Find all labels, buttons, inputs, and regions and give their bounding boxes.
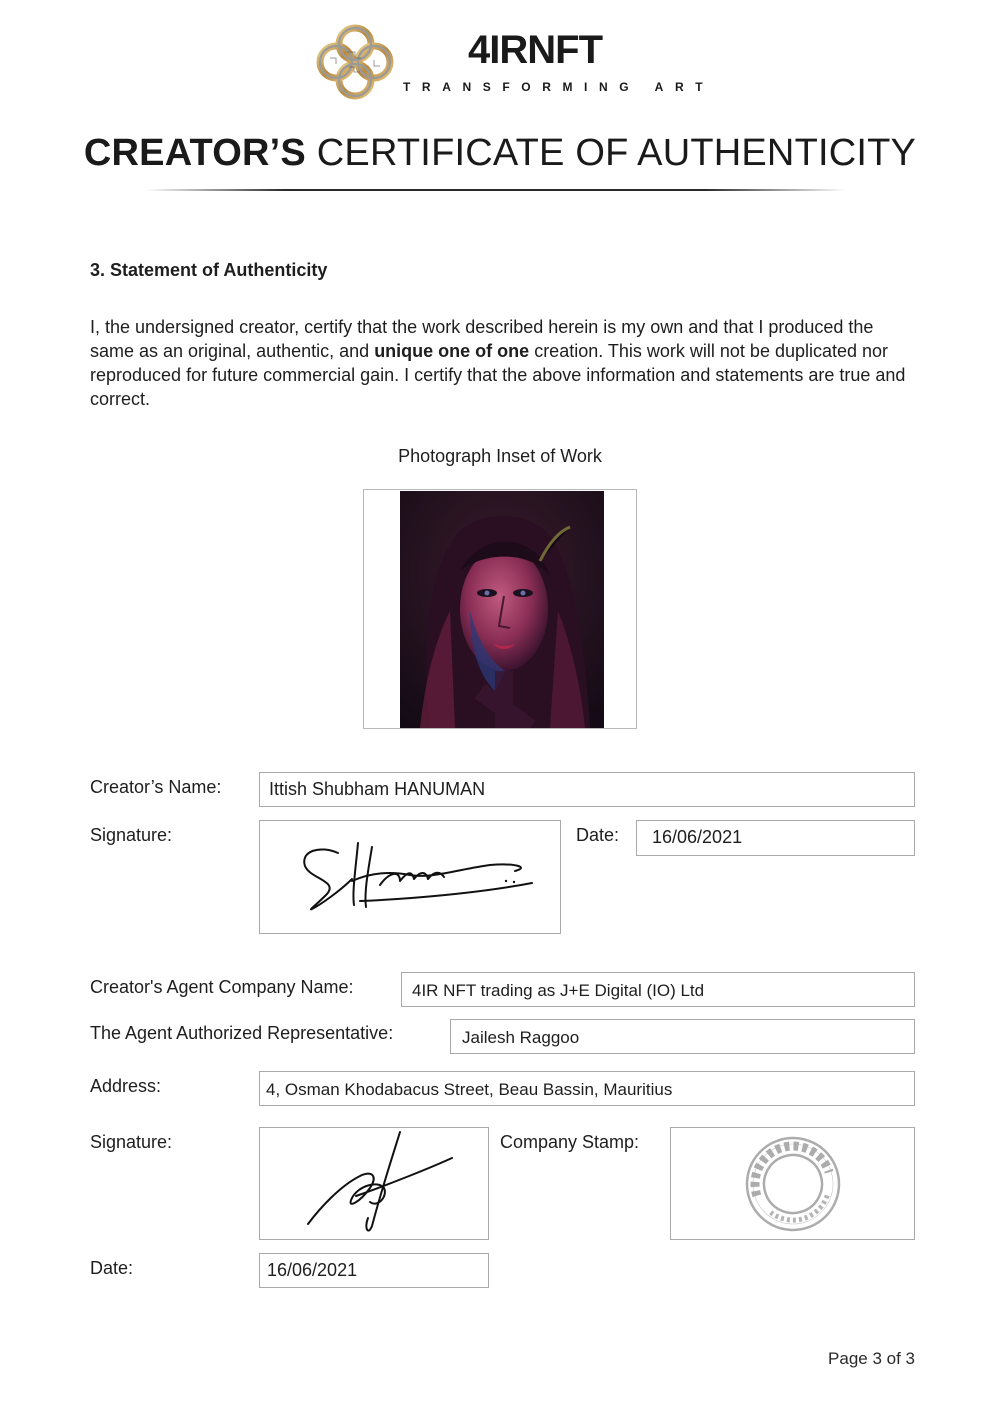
infinity-knot-logo-icon <box>314 22 396 102</box>
agent-signature-label: Signature: <box>90 1132 173 1152</box>
creator-signature-label: Signature: <box>90 825 173 845</box>
page-title <box>0 128 1000 178</box>
agent-address-label: Address: <box>90 1076 162 1096</box>
creator-date-value: 16/06/2021 <box>652 827 743 847</box>
artwork-photo <box>400 491 604 728</box>
creator-signature-image <box>260 821 560 933</box>
creator-name-value: Ittish Shubham HANUMAN <box>269 779 486 799</box>
agent-date-field[interactable] <box>259 1253 489 1288</box>
title-light: CERTIFICATE OF AUTHENTICITY <box>316 132 917 174</box>
title-bold: CREATOR’S <box>83 132 306 174</box>
creator-signature-box[interactable] <box>259 820 561 934</box>
company-stamp-label: Company Stamp: <box>500 1132 640 1152</box>
section-heading: 3. Statement of Authenticity <box>90 260 328 280</box>
creator-date-label: Date: <box>576 825 620 845</box>
agent-address-field[interactable] <box>259 1071 915 1106</box>
creator-name-label: Creator’s Name: <box>90 777 222 797</box>
agent-signature-box[interactable] <box>259 1127 489 1240</box>
photo-caption: Photograph Inset of Work <box>398 446 602 466</box>
brand-tagline: TRANSFORMING ART <box>403 80 715 94</box>
agent-company-label: Creator's Agent Company Name: <box>90 977 354 997</box>
brand-name: 4IRNFT <box>468 28 602 72</box>
creator-date-field[interactable] <box>636 820 915 856</box>
company-stamp-icon <box>671 1128 914 1239</box>
title-divider <box>145 189 845 191</box>
photo-frame <box>363 489 637 729</box>
company-stamp-box <box>670 1127 915 1240</box>
agent-rep-label: The Agent Authorized Representative: <box>90 1023 394 1043</box>
agent-signature-image <box>260 1128 488 1239</box>
agent-rep-field[interactable] <box>450 1019 915 1054</box>
agent-address-value: 4, Osman Khodabacus Street, Beau Bassin, Mauritius <box>266 1080 673 1099</box>
page-number: Page 3 of 3 <box>828 1349 915 1368</box>
agent-date-value: 16/06/2021 <box>267 1260 358 1280</box>
agent-date-label: Date: <box>90 1258 134 1278</box>
creator-name-field[interactable] <box>259 772 915 807</box>
agent-company-value: 4IR NFT trading as J+E Digital (IO) Ltd <box>412 981 705 1000</box>
statement-emphasis: unique one of one <box>374 341 530 361</box>
agent-rep-value: Jailesh Raggoo <box>462 1028 580 1047</box>
statement-text: I, the undersigned creator, certify that the work described herein is my own and that I produced the same as an original, authentic, and unique one of one creation. This work will not be duplicated nor reproduced for future commercial gain. I certify that the above information and statements are true and correct. <box>90 317 906 409</box>
agent-company-field[interactable] <box>401 972 915 1007</box>
